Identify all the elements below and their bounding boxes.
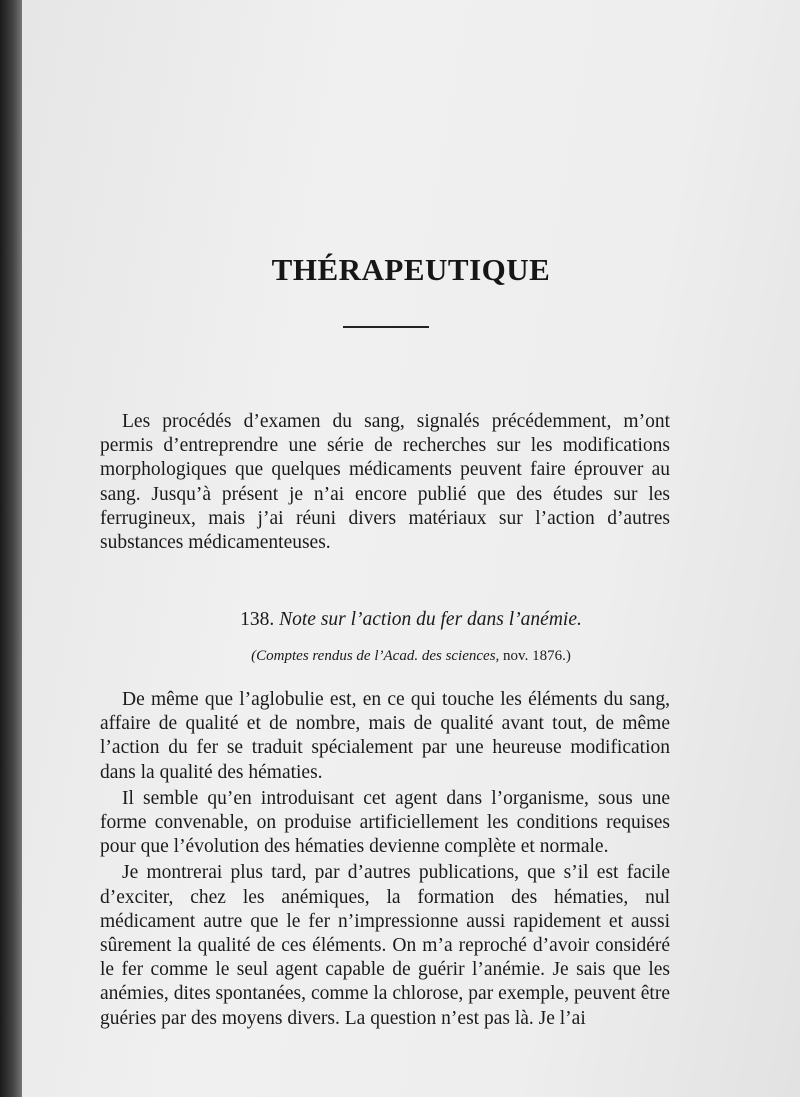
body-text (100, 688, 670, 1033)
title-divider (343, 326, 429, 328)
section-source (22, 648, 800, 665)
intro-paragraph: Les procédés d’examen du sang, signalés précédemment, m’ont permis d’entreprendre une série de recherches sur les modifications morphologiques que quelques médicaments peuvent faire éprouver au sang. Jusqu’à présent je n’ai encore publié que des études sur les ferrugineux, mais j’ai réuni divers matériaux sur l’action d’autres substances médicamenteuses. (100, 411, 670, 554)
intro-paragraph-block (100, 410, 670, 555)
page-title: THÉRAPEUTIQUE (271, 252, 551, 287)
section-number: 138. (240, 609, 275, 630)
source-date: nov. 1876.) (503, 648, 571, 664)
body-paragraph: Je montrerai plus tard, par d’autres publications, que s’il est facile d’exciter, chez les anémiques, la formation des hématies, nul médicament autre que le fer n’impressionne aussi rapidement et aussi sûrement la qualité de ces éléments. On m’a reproché d’avoir considéré le fer comme le seul agent capable de guérir l’anémie. Je sais que les anémies, dites spontanées, comme la chlorose, par exemple, peuvent être guéries par des moyens divers. La question n’est pas là. Je l’ai (100, 862, 670, 1029)
body-paragraph: De même que l’aglobulie est, en ce qui touche les éléments du sang, affaire de qualité et de nombre, mais de qualité avant tout, de même l’action du fer se traduit spécialement par une heureuse modification dans la qualité des hématies. (100, 689, 670, 783)
section-title: Note sur l’action du fer dans l’anémie. (279, 609, 582, 630)
source-citation: (Comptes rendus de l’Acad. des sciences, (251, 648, 500, 664)
body-paragraph: Il semble qu’en introduisant cet agent dans l’organisme, sous une forme convenable, on produise artificiellement les conditions requises pour que l’évolution des hématies devienne complète et normale. (100, 787, 670, 858)
document-page (22, 0, 800, 1097)
scan-edge (0, 0, 22, 1097)
section-heading (22, 609, 800, 631)
